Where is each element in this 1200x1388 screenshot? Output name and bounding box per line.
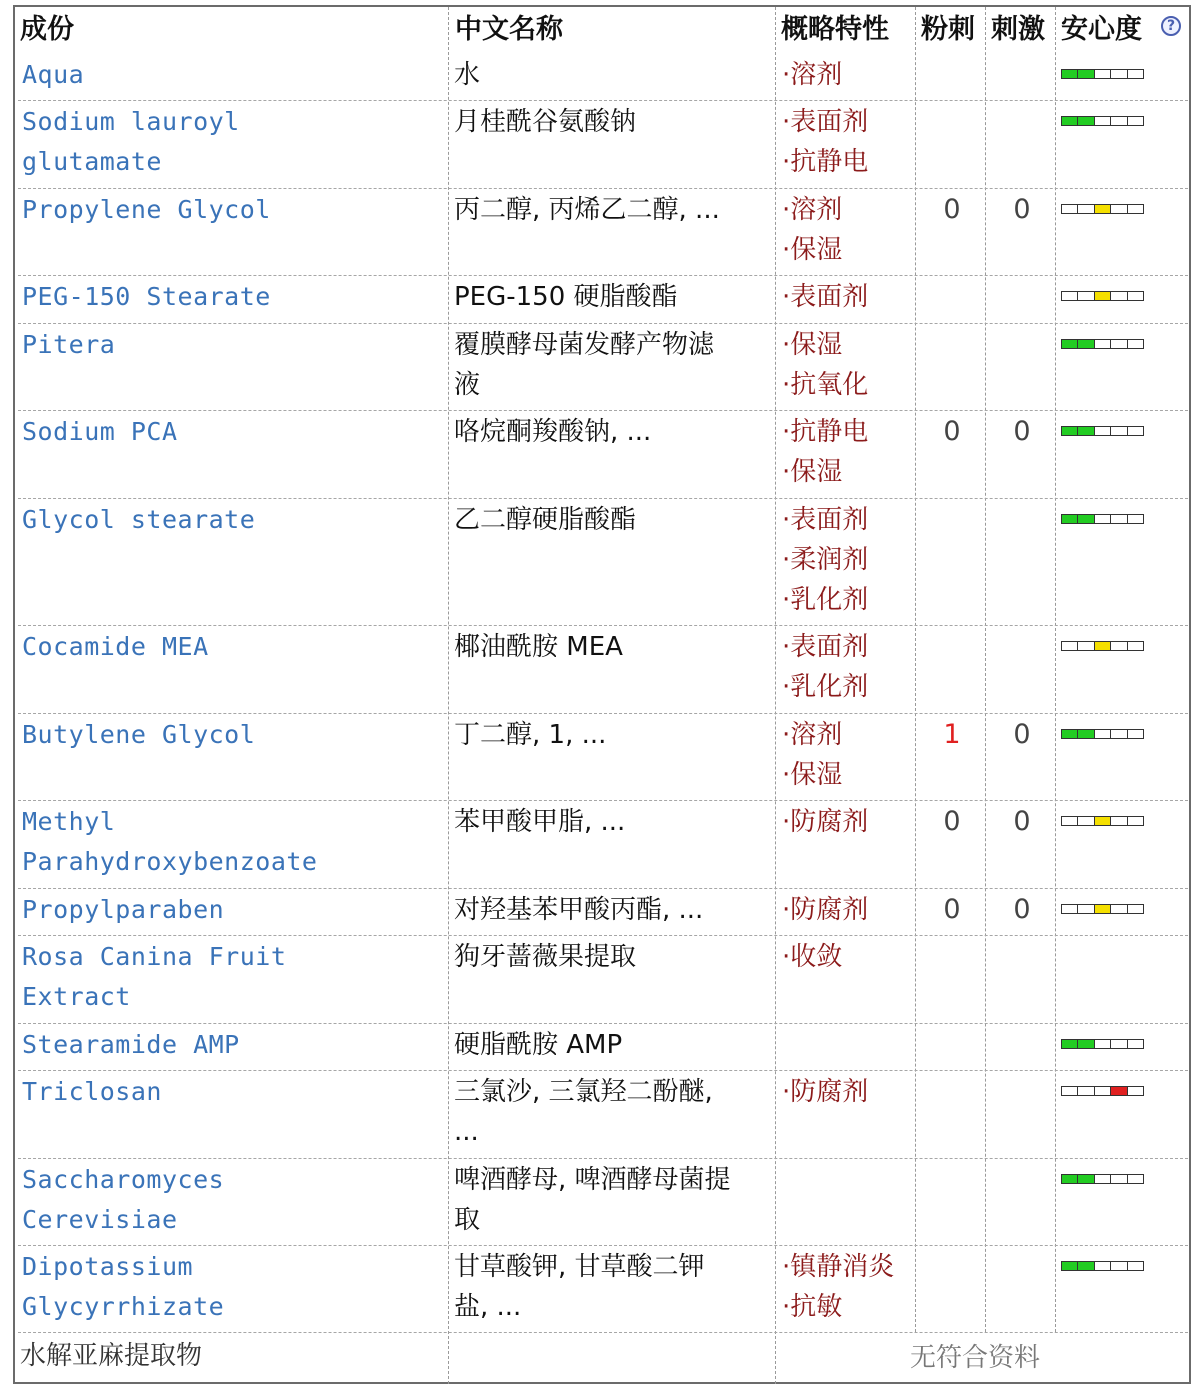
row-divider: [18, 1023, 1188, 1024]
chinese-name: 对羟基苯甲酸丙酯, ...: [454, 895, 704, 925]
ingredient-link[interactable]: Sodium lauroyl glutamate: [22, 107, 240, 176]
chinese-name: 咯烷酮羧酸钠, ...: [454, 417, 652, 447]
safety-meter-segment: [1077, 729, 1094, 739]
ingredient-link[interactable]: Glycol stearate: [22, 505, 256, 534]
safety-meter-segment: [1077, 1261, 1094, 1271]
chinese-name: 月桂酰谷氨酸钠: [454, 107, 637, 137]
safety-meter-segment: [1077, 816, 1094, 826]
safety-meter: [1061, 1039, 1144, 1049]
footer-unmatched-ingredient: 水解亚麻提取物: [20, 1341, 203, 1371]
safety-meter-segment: [1061, 339, 1078, 349]
safety-meter: [1061, 641, 1144, 651]
chinese-name: 硬脂酰胺 AMP: [454, 1030, 623, 1060]
irritation-score: 0: [1013, 806, 1031, 837]
safety-meter: [1061, 1174, 1144, 1184]
feature-tag: ·保湿: [782, 235, 843, 265]
safety-meter-segment: [1094, 1174, 1111, 1184]
feature-tag: ·表面剂: [782, 107, 869, 137]
safety-meter-segment: [1110, 339, 1127, 349]
column-divider: [985, 7, 986, 1332]
safety-meter-segment: [1077, 1174, 1094, 1184]
safety-meter-segment: [1094, 1086, 1111, 1096]
safety-meter: [1061, 426, 1144, 436]
safety-meter: [1061, 69, 1144, 79]
safety-meter-segment: [1127, 69, 1144, 79]
safety-meter-segment: [1077, 204, 1094, 214]
safety-meter-segment: [1077, 69, 1094, 79]
safety-meter-segment: [1061, 291, 1078, 301]
safety-meter-segment: [1077, 426, 1094, 436]
safety-meter-segment: [1094, 816, 1111, 826]
safety-meter-segment: [1061, 1174, 1078, 1184]
feature-tag: ·保湿: [782, 457, 843, 487]
safety-meter-segment: [1061, 904, 1078, 914]
safety-meter-segment: [1077, 116, 1094, 126]
header-irritation: 刺激: [991, 14, 1045, 45]
row-divider: [18, 935, 1188, 936]
safety-meter-segment: [1110, 204, 1127, 214]
ingredient-link[interactable]: Cocamide MEA: [22, 632, 209, 661]
chinese-name: 覆膜酵母菌发酵产物滤 液: [454, 330, 715, 400]
safety-meter-segment: [1127, 291, 1144, 301]
ingredient-link[interactable]: Propylparaben: [22, 895, 225, 924]
feature-tag: ·镇静消炎: [782, 1252, 895, 1282]
safety-meter-segment: [1061, 116, 1078, 126]
safety-meter-segment: [1094, 339, 1111, 349]
safety-meter: [1061, 514, 1144, 524]
help-question-icon[interactable]: ?: [1161, 16, 1181, 36]
feature-tag: ·抗敏: [782, 1292, 843, 1322]
safety-meter: [1061, 204, 1144, 214]
safety-meter-segment: [1110, 1039, 1127, 1049]
irritation-score: 0: [1013, 894, 1031, 925]
safety-meter-segment: [1094, 204, 1111, 214]
feature-tag: ·乳化剂: [782, 672, 869, 702]
safety-meter-segment: [1077, 904, 1094, 914]
feature-tag: ·乳化剂: [782, 585, 869, 615]
ingredient-link[interactable]: Sodium PCA: [22, 417, 178, 446]
ingredient-link[interactable]: Stearamide AMP: [22, 1030, 240, 1059]
feature-tag: ·溶剂: [782, 60, 843, 90]
safety-meter-segment: [1127, 816, 1144, 826]
safety-meter-segment: [1110, 641, 1127, 651]
safety-meter: [1061, 339, 1144, 349]
safety-meter-segment: [1061, 69, 1078, 79]
safety-meter-segment: [1061, 204, 1078, 214]
feature-tag: ·防腐剂: [782, 895, 869, 925]
safety-meter-segment: [1127, 339, 1144, 349]
safety-meter-segment: [1110, 1261, 1127, 1271]
ingredient-link[interactable]: Dipotassium Glycyrrhizate: [22, 1252, 225, 1321]
row-divider: [18, 275, 1188, 276]
safety-meter-segment: [1061, 729, 1078, 739]
safety-meter-segment: [1077, 1039, 1094, 1049]
safety-meter-segment: [1094, 1039, 1111, 1049]
row-divider: [18, 800, 1188, 801]
row-divider: [18, 713, 1188, 714]
safety-meter: [1061, 816, 1144, 826]
chinese-name: PEG-150 硬脂酸酯: [454, 282, 678, 312]
chinese-name: 啤酒酵母, 啤酒酵母菌提 取: [454, 1165, 731, 1235]
ingredient-link[interactable]: PEG-150 Stearate: [22, 282, 271, 311]
safety-meter-segment: [1110, 816, 1127, 826]
safety-meter: [1061, 116, 1144, 126]
feature-tag: ·表面剂: [782, 505, 869, 535]
ingredient-link[interactable]: Rosa Canina Fruit Extract: [22, 942, 287, 1011]
row-divider: [18, 323, 1188, 324]
row-divider: [18, 1245, 1188, 1246]
row-divider: [18, 1332, 1188, 1333]
safety-meter-segment: [1110, 904, 1127, 914]
irritation-score: 0: [1013, 194, 1031, 225]
feature-tag: ·溶剂: [782, 720, 843, 750]
header-feature: 概略特性: [781, 14, 889, 45]
safety-meter-segment: [1077, 339, 1094, 349]
safety-meter-segment: [1110, 1174, 1127, 1184]
ingredient-link[interactable]: Pitera: [22, 330, 116, 359]
feature-tag: ·保湿: [782, 330, 843, 360]
safety-meter-segment: [1110, 1086, 1127, 1096]
safety-meter-segment: [1094, 69, 1111, 79]
irritation-score: 0: [1013, 416, 1031, 447]
safety-meter-segment: [1127, 641, 1144, 651]
ingredient-link[interactable]: Propylene Glycol: [22, 195, 271, 224]
feature-tag: ·抗氧化: [782, 370, 869, 400]
column-divider: [775, 7, 776, 1384]
chinese-name: 椰油酰胺 MEA: [454, 632, 623, 662]
safety-meter-segment: [1110, 69, 1127, 79]
chinese-name: 丙二醇, 丙烯乙二醇, ...: [454, 195, 720, 225]
safety-meter: [1061, 1261, 1144, 1271]
ingredient-link[interactable]: Saccharomyces Cerevisiae: [22, 1165, 225, 1234]
safety-meter-segment: [1110, 116, 1127, 126]
safety-meter: [1061, 291, 1144, 301]
footer-no-data: 无符合资料: [910, 1343, 1041, 1373]
row-divider: [18, 625, 1188, 626]
safety-meter-segment: [1061, 426, 1078, 436]
header-safety: 安心度: [1061, 14, 1142, 45]
safety-meter-segment: [1127, 204, 1144, 214]
safety-meter-segment: [1094, 291, 1111, 301]
safety-meter: [1061, 904, 1144, 914]
safety-meter-segment: [1077, 1086, 1094, 1096]
ingredient-link[interactable]: Methyl Parahydroxybenzoate: [22, 807, 318, 876]
chinese-name: 狗牙蔷薇果提取: [454, 942, 637, 972]
safety-meter-segment: [1110, 426, 1127, 436]
row-divider: [18, 100, 1188, 101]
row-divider: [18, 498, 1188, 499]
acne-score: 0: [943, 194, 961, 225]
safety-meter-segment: [1127, 729, 1144, 739]
safety-meter-segment: [1094, 116, 1111, 126]
safety-meter-segment: [1110, 291, 1127, 301]
safety-meter-segment: [1061, 1261, 1078, 1271]
header-ingredient: 成份: [20, 14, 74, 45]
feature-tag: ·保湿: [782, 760, 843, 790]
safety-meter-segment: [1077, 291, 1094, 301]
row-divider: [18, 888, 1188, 889]
safety-meter-segment: [1127, 1261, 1144, 1271]
safety-meter-segment: [1077, 514, 1094, 524]
acne-score: 1: [943, 719, 961, 750]
feature-tag: ·溶剂: [782, 195, 843, 225]
feature-tag: ·表面剂: [782, 282, 869, 312]
acne-score: 0: [943, 894, 961, 925]
feature-tag: ·抗静电: [782, 417, 869, 447]
safety-meter-segment: [1077, 641, 1094, 651]
safety-meter-segment: [1127, 904, 1144, 914]
feature-tag: ·柔润剂: [782, 545, 869, 575]
safety-meter-segment: [1061, 514, 1078, 524]
safety-meter-segment: [1127, 426, 1144, 436]
safety-meter-segment: [1094, 514, 1111, 524]
ingredient-link[interactable]: Aqua: [22, 60, 85, 89]
chinese-name: 甘草酸钾, 甘草酸二钾 盐, ...: [454, 1252, 705, 1322]
chinese-name: 三氯沙, 三氯羟二酚醚, ...: [454, 1077, 713, 1147]
chinese-name: 苯甲酸甲脂, ...: [454, 807, 626, 837]
ingredient-link[interactable]: Triclosan: [22, 1077, 162, 1106]
safety-meter-segment: [1061, 816, 1078, 826]
safety-meter: [1061, 729, 1144, 739]
safety-meter: [1061, 1086, 1144, 1096]
feature-tag: ·表面剂: [782, 632, 869, 662]
column-divider: [1055, 7, 1056, 1332]
feature-tag: ·防腐剂: [782, 807, 869, 837]
header-acne: 粉刺: [921, 14, 975, 45]
safety-meter-segment: [1127, 514, 1144, 524]
row-divider: [18, 410, 1188, 411]
feature-tag: ·收敛: [782, 942, 843, 972]
acne-score: 0: [943, 806, 961, 837]
column-divider: [448, 7, 449, 1384]
safety-meter-segment: [1061, 641, 1078, 651]
acne-score: 0: [943, 416, 961, 447]
safety-meter-segment: [1110, 514, 1127, 524]
safety-meter-segment: [1094, 641, 1111, 651]
chinese-name: 丁二醇, 1, ...: [454, 720, 607, 750]
ingredient-link[interactable]: Butylene Glycol: [22, 720, 256, 749]
column-divider: [915, 7, 916, 1332]
chinese-name: 乙二醇硬脂酸酯: [454, 505, 637, 535]
safety-meter-segment: [1110, 729, 1127, 739]
safety-meter-segment: [1061, 1086, 1078, 1096]
safety-meter-segment: [1094, 729, 1111, 739]
safety-meter-segment: [1127, 1174, 1144, 1184]
safety-meter-segment: [1127, 116, 1144, 126]
irritation-score: 0: [1013, 719, 1031, 750]
safety-meter-segment: [1094, 426, 1111, 436]
feature-tag: ·抗静电: [782, 147, 869, 177]
chinese-name: 水: [454, 60, 481, 90]
row-divider: [18, 1158, 1188, 1159]
header-chinese-name: 中文名称: [455, 14, 563, 45]
safety-meter-segment: [1094, 1261, 1111, 1271]
row-divider: [18, 188, 1188, 189]
safety-meter-segment: [1061, 1039, 1078, 1049]
safety-meter-segment: [1094, 904, 1111, 914]
safety-meter-segment: [1127, 1039, 1144, 1049]
safety-meter-segment: [1127, 1086, 1144, 1096]
row-divider: [18, 1070, 1188, 1071]
feature-tag: ·防腐剂: [782, 1077, 869, 1107]
